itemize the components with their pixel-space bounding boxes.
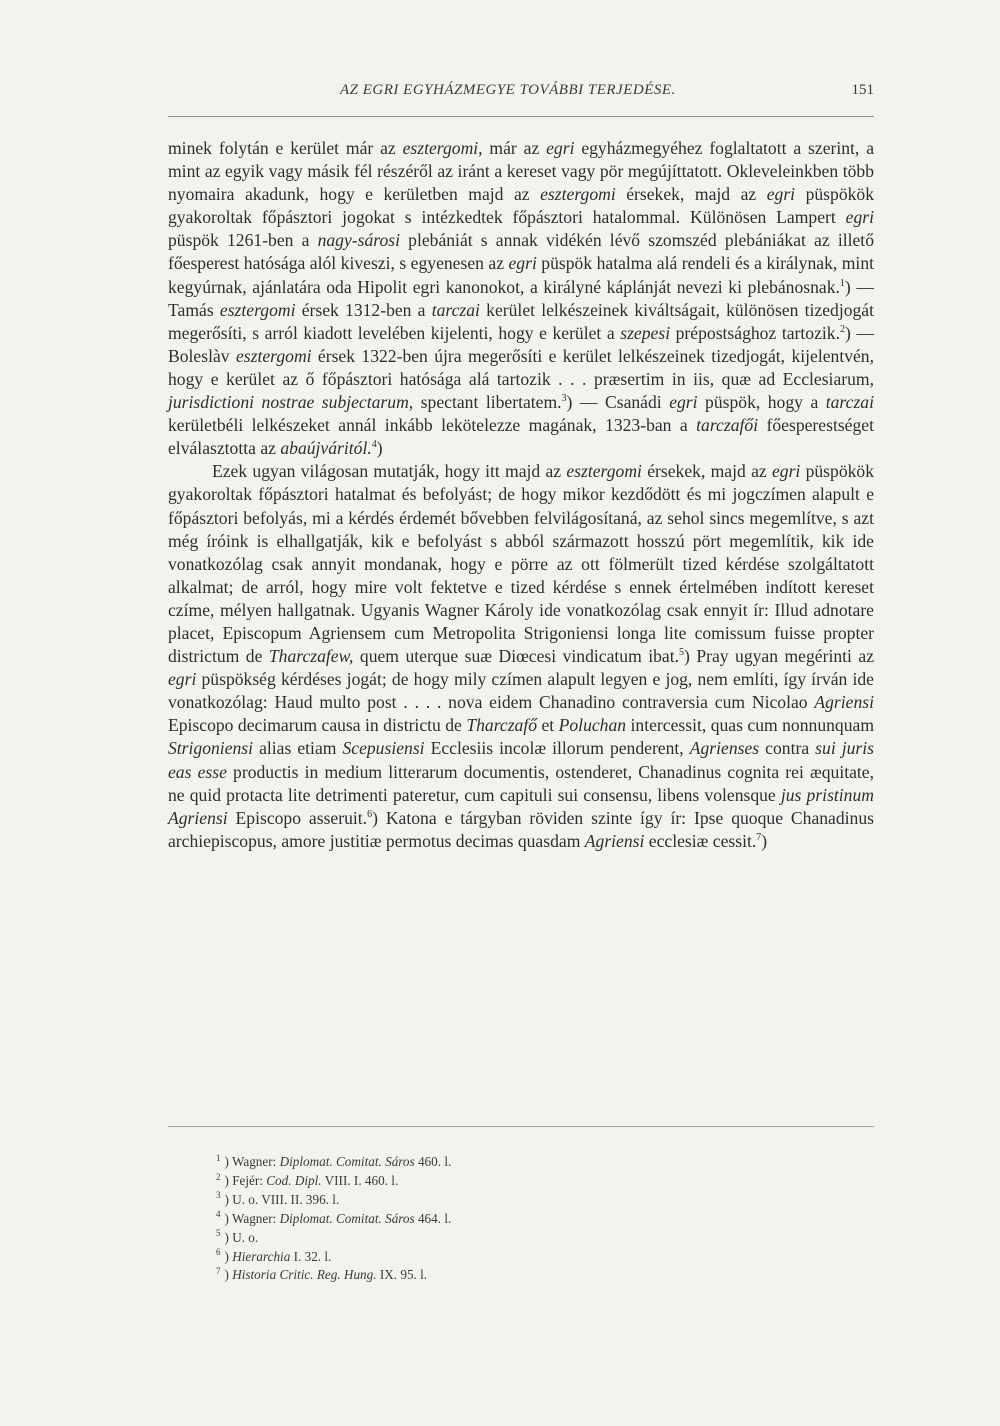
text-run: minek folytán e kerület már az [168, 138, 403, 158]
italic-run: Agriensi [584, 830, 645, 851]
italic-run: Scepusiensi [342, 738, 425, 759]
footnote-ref: 3 [561, 393, 567, 405]
footnotes [216, 1153, 716, 1285]
italic-run: Tharczafew, [268, 646, 354, 667]
footnote-text: 464. l. [414, 1210, 452, 1226]
text-run: ecclesiæ cessit. [644, 830, 757, 851]
text-run: már az [482, 138, 547, 158]
italic-run: tarczai [825, 392, 874, 413]
footnote-italic: Cod. Dipl. [266, 1172, 322, 1188]
italic-run: egri [546, 138, 575, 158]
footnote-rule [168, 1126, 874, 1127]
text-run: püspökök gyakoroltak főpásztori jogokat s intézkedtek főpásztori hatalommal. Különösen Lampert [168, 184, 875, 228]
italic-run: egri [845, 207, 874, 228]
text-run: püspök 1261-ben a [168, 230, 318, 251]
text-run: Ezek ugyan világosan mutatják, hogy itt majd az [212, 461, 567, 482]
text-run: kerületbéli lelkészeket annál inkább lekötelezze magának, 1323-ban a [168, 415, 697, 436]
footnote-italic: Diplomat. Comitat. Sáros [279, 1210, 415, 1226]
footnote-ref: 6 [367, 808, 373, 820]
italic-run: esztergomi [566, 461, 642, 482]
footnote-text: ) U. o. VIII. II. 396. l. [224, 1191, 340, 1207]
italic-run: tarczafői [696, 415, 759, 436]
text-run: püspökség kérdéses jogát; de hogy mily czímen alapult legyen e jog, nem említi, így írván ide vonatkozólag: Haud multo post . . . . nova eidem Chanadino contraversia cum Nicolao [168, 669, 874, 713]
footnote-marker: 3 [216, 1190, 221, 1201]
text-run: ) — Csanádi [566, 392, 670, 413]
text-run: ) Pray ugyan megérinti az [684, 646, 874, 667]
footnote-ref: 4 [371, 439, 377, 451]
text-run: productis in medium litterarum documentis, ostenderet, Chanadinus cognita rei æquitate, ne quid protacta lite detrimenti pateretur, cum capituli sui consensu, libens volensque [168, 761, 875, 805]
text-run: ) — Tamás [168, 276, 874, 320]
footnote-marker: 5 [216, 1228, 221, 1239]
body-text [168, 137, 874, 853]
footnote-text: ) Fejér: [224, 1172, 267, 1188]
italic-run: esztergomi [540, 184, 616, 205]
text-run: ) Katona e tárgyban röviden szinte így ír: Ipse quoque Chanadinus archiepiscopus, amore justitiæ permotus decimas quasdam [168, 807, 874, 851]
page-header [168, 80, 874, 114]
text-run: Episcopo asseruit. [227, 807, 368, 828]
paragraph-1 [168, 137, 874, 460]
footnote-ref: 1 [839, 277, 845, 289]
page-number: 151 [851, 82, 874, 98]
footnote-text: I. 32. l. [290, 1248, 332, 1264]
running-title: AZ EGRI EGYHÁZMEGYE TOVÁBBI TERJEDÉSE. [340, 82, 676, 98]
text-run: plebániát s annak vidékén lévő szomszéd plebániákat az illető főesperest hatósága alól kiveszi, s egyenesen az [168, 230, 874, 274]
text-run: érsekek, majd az [641, 461, 772, 482]
text-run: érsekek, majd az [615, 184, 767, 205]
italic-run: esztergomi [235, 345, 312, 366]
paragraph-2 [168, 460, 874, 853]
text-run: alias etiam [253, 738, 343, 759]
footnote-text: 460. l. [414, 1154, 452, 1169]
text-run: prépostsághoz tartozik. [670, 322, 840, 343]
text-run: et [537, 715, 559, 736]
text-run: spectant libertatem. [413, 392, 562, 413]
italic-run: egri [168, 669, 197, 690]
footnote-ref: 5 [679, 647, 685, 659]
text-run: egyházmegyéhez foglaltatott a szerint, a mint az egyik vagy másik fél részéről az iránt a kereset vagy pör megújíttatott. Okleveleinkben több nyomaira akadunk, hogy e kerületben majd az [168, 138, 874, 205]
italic-run: szepesi [620, 322, 671, 343]
footnote-text: ) Wagner: [224, 1210, 280, 1226]
footnote-italic: Hierarchia [232, 1248, 291, 1264]
text-run: főesperestséget elválasztotta az [168, 415, 874, 459]
italic-run: esztergomi [219, 299, 296, 320]
header-rule [168, 116, 874, 117]
footnote-marker: 7 [216, 1266, 221, 1277]
italic-run: tarczai [431, 299, 480, 320]
text-run: Ecclesiis incolæ illorum penderent, [424, 738, 690, 759]
italic-run: esztergomi, [402, 138, 483, 158]
italic-run: egri [766, 184, 796, 205]
text-run: ) [376, 438, 383, 459]
text-run: püspök, hogy a [697, 392, 826, 413]
italic-run: jurisdictioni nostrae subjectarum, [168, 392, 414, 413]
text-run: érsek 1322-ben újra megerősíti e kerület lelkészeinek tizedjogát, kijelentvén, hogy e kerület az ő főpásztori hatósága alá tartozik . . . præsertim in iis, quæ ad Ecclesiarum, [168, 345, 875, 389]
footnote-text: VIII. I. 460. l. [321, 1172, 399, 1188]
text-run: érsek 1312-ben a [295, 299, 432, 320]
text-run: ) — Boleslàv [168, 322, 874, 366]
footnote-4 [216, 1210, 716, 1229]
footnote-7 [216, 1266, 716, 1285]
footnote-text: ) [224, 1267, 233, 1283]
text-run: intercessit, quas cum nonnunquam [626, 715, 875, 736]
text-run: püspökök gyakoroltak főpásztori hatalmat és befolyást; de hogy mikor kezdődött és mi jogczímen alapult e főpásztori befolyás, mi a kérdés érdemét bővebben felvilágosítaná, az sehol sincs megemlítve, s azt még íróink is elhallgatják, kik e befolyást s abból származott hosszú pört megemlítik, kik ide vonatkozólag csak annyit mondanak, hogy e pörre az ott fölmerült tized kérdése szolgáltatott alkalmat; de arról, hogy mire volt fektetve e tized kérdése s ennek értelmében indított kereset czíme, mélyen hallgatnak. Ugyanis Wagner Károly ide vonatkozólag csak ennyit ír: Illud adnotare placet, Episcopum Agriensem cum Metropolita Strigoniensi longa lite comissum fuisse propter districtum de [168, 461, 875, 667]
italic-run: Poluchan [558, 715, 627, 736]
italic-run: abaújváritól. [280, 438, 372, 459]
footnote-6 [216, 1248, 716, 1267]
footnote-marker: 6 [216, 1247, 221, 1258]
text-run: quem uterque suæ Diœcesi vindicatum ibat. [353, 646, 680, 667]
footnote-text: ) U. o. [224, 1229, 259, 1245]
italic-run: Strigoniensi [168, 738, 254, 759]
italic-run: egri [669, 392, 698, 413]
footnote-italic: Diplomat. Comitat. Sáros [279, 1154, 415, 1169]
footnote-marker: 1 [216, 1152, 221, 1163]
footnote-3 [216, 1191, 716, 1210]
italic-run: Agriensi [814, 692, 874, 713]
footnote-italic: Historia Critic. Reg. Hung. [232, 1267, 377, 1283]
italic-run: jus pristinum Agriensi [168, 784, 874, 828]
italic-run: Tharczafő [466, 715, 538, 736]
footnote-1 [216, 1153, 716, 1172]
footnote-5 [216, 1229, 716, 1248]
text-run: kerület lelkészeinek kiváltságait, különösen tizedjogát megerősíti, s arról kiadott levelében kijelenti, hogy e kerület a [168, 299, 874, 343]
footnote-marker: 2 [216, 1171, 221, 1182]
footnote-ref: 7 [756, 831, 762, 843]
italic-run: sui juris eas esse [168, 738, 875, 782]
footnote-text: ) Wagner: [224, 1154, 280, 1169]
italic-run: Agrienses [689, 738, 760, 759]
text-run: ) [761, 830, 768, 851]
italic-run: egri [771, 461, 801, 482]
footnote-text: IX. 95. l. [376, 1267, 428, 1283]
footnote-2 [216, 1172, 716, 1191]
italic-run: nagy-sárosi [317, 230, 400, 251]
footnote-ref: 2 [839, 323, 845, 335]
footnote-text: ) [224, 1248, 233, 1264]
text-run: püspök hatalma alá rendeli és a királynak, mint kegyúrnak, ajánlatára oda Hipolit egri kanonokot, a királyné káplánját nevezi ki plebánosnak. [168, 253, 875, 297]
text-run: contra [759, 738, 816, 759]
footnote-marker: 4 [216, 1209, 221, 1220]
text-run: Episcopo decimarum causa in districtu de [168, 715, 467, 736]
italic-run: egri [508, 253, 537, 274]
